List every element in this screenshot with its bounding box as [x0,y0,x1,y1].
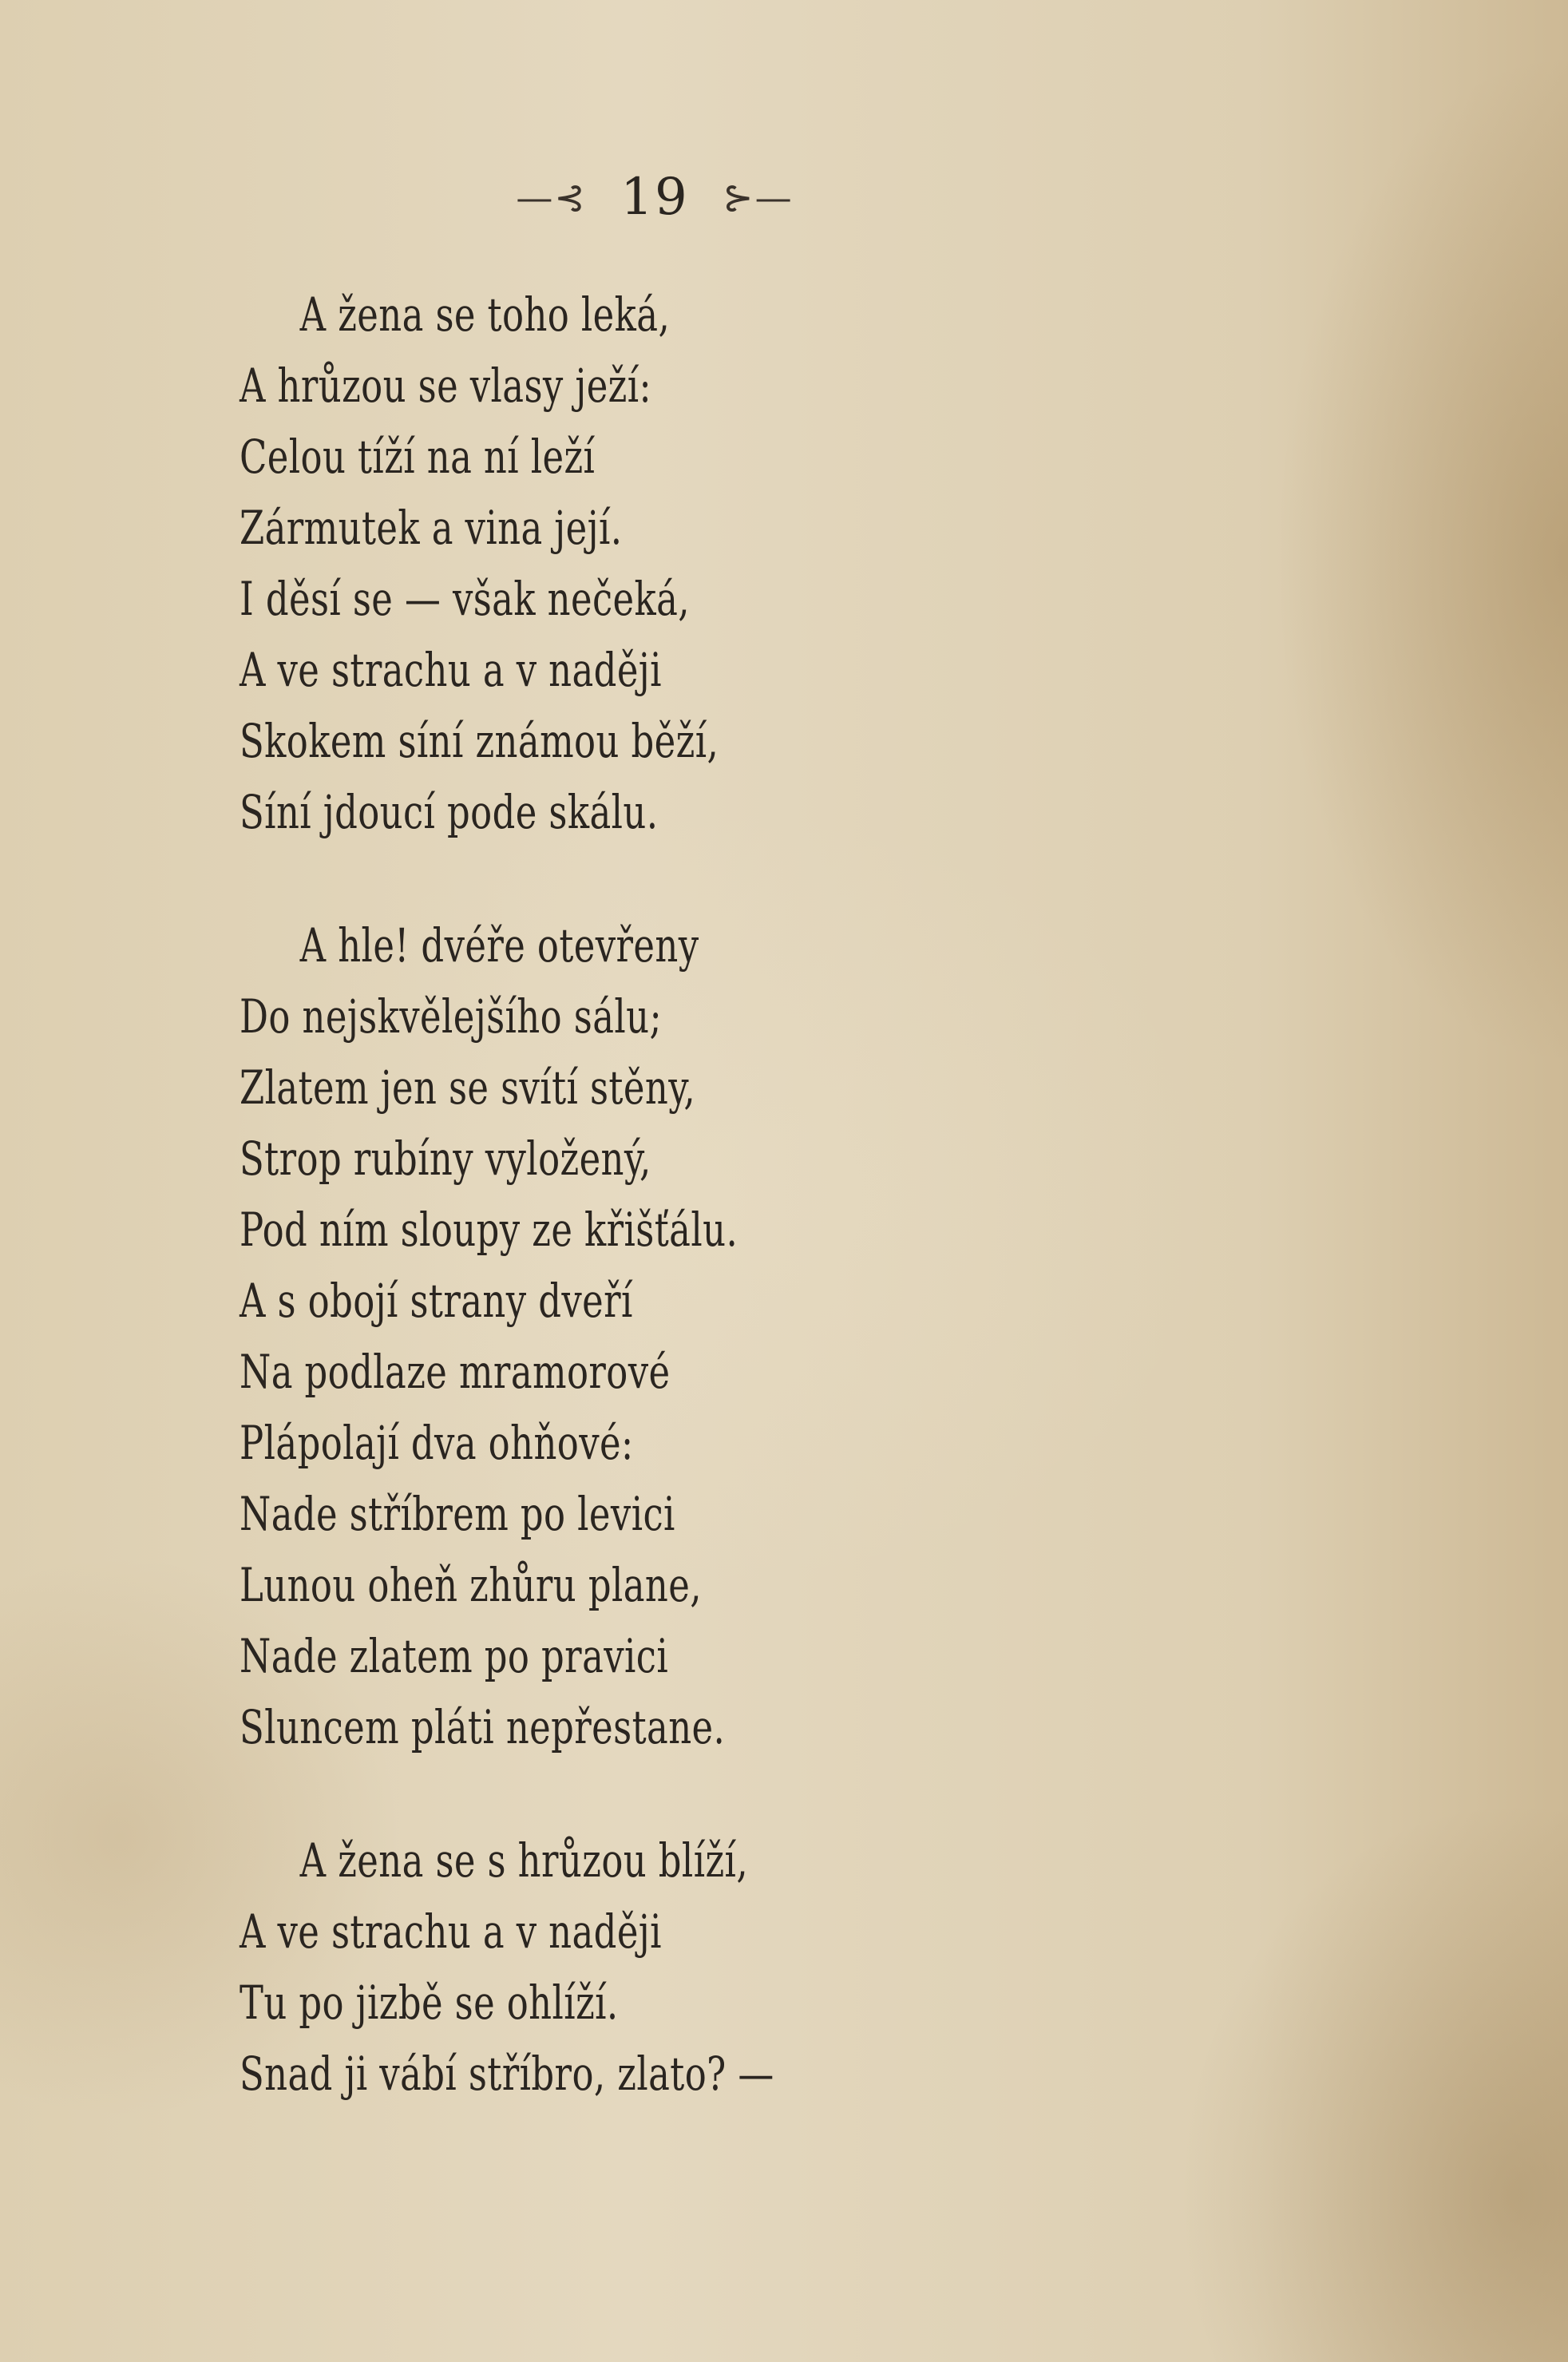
verse-line: Strop rubíny vyložený, [240,1131,651,1186]
verse-line: A žena se s hrůzou blíží, [299,1833,749,1888]
verse-line: Skokem síní známou běží, [240,714,719,768]
verse-line: Zlatem jen se svítí stěny, [240,1060,696,1115]
verse-line: Celou tíží na ní leží [240,430,596,484]
verse-line: Sluncem pláti nepřestane. [240,1700,726,1754]
page-number: 19 [620,167,689,227]
stanza-1 [240,279,1118,848]
ornament-left-icon: —⊰ [516,175,587,219]
verse-line: Lunou oheň zhůru plane, [240,1558,702,1612]
stanza-2 [240,910,1118,1763]
verse-line: Plápolají dva ohňové: [240,1416,634,1470]
verse-line: Na podlaze mramorové [240,1345,671,1399]
verse-line: A s obojí strany dveří [240,1274,633,1328]
verse-line: Pod ním sloupy ze křišťálu. [240,1203,738,1257]
verse-line: A ve strachu a v naději [240,1904,662,1959]
stanza-3 [240,1825,1118,2110]
verse-line: Zármutek a vina její. [240,501,623,555]
verse-line: A žena se toho leká, [299,287,671,342]
verse-line: A hrůzou se vlasy ježí: [240,359,652,413]
verse-line: Tu po jizbě se ohlíží. [240,1976,619,2030]
verse-line: Síní jdoucí pode skálu. [240,785,659,839]
page-header [0,164,1309,227]
verse-line: A hle! dvéře otevřeny [299,918,699,973]
verse-line: A ve strachu a v naději [240,643,662,697]
poem-body [240,279,1118,2172]
verse-line: Nade zlatem po pravici [240,1629,669,1683]
verse-line: I děsí se — však nečeká, [240,572,690,626]
verse-line: Snad ji vábí stříbro, zlato? — [240,2047,774,2101]
verse-line: Nade stříbrem po levici [240,1487,675,1541]
ornament-right-icon: ⊱— [723,175,794,219]
verse-line: Do nejskvělejšího sálu; [240,989,663,1044]
